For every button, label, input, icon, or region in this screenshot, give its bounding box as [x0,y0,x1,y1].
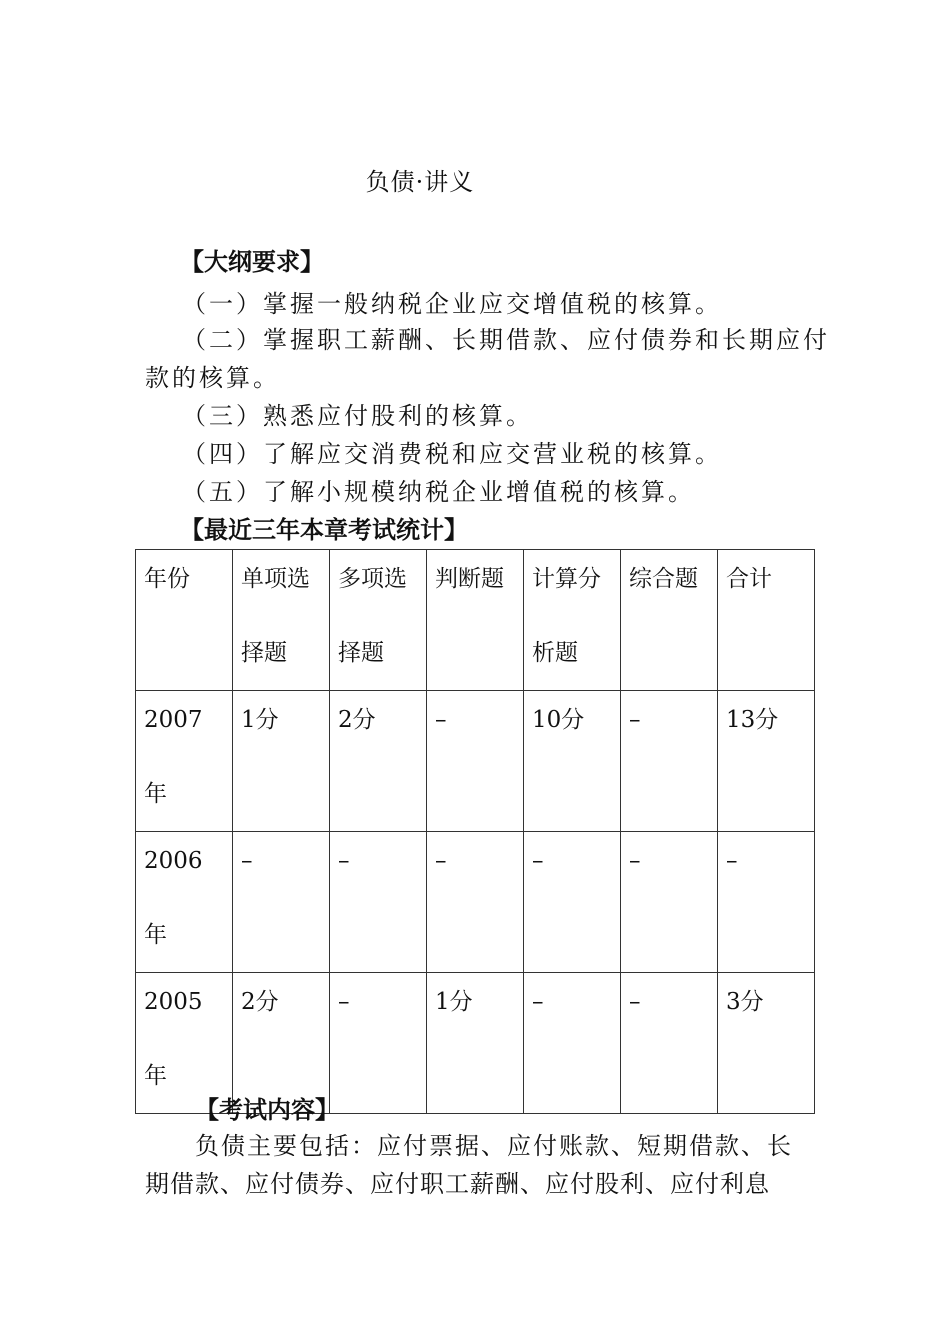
exam-content-line-1: 负债主要包括：应付票据、应付账款、短期借款、长 [195,1132,793,1160]
cell-text: 1分 [241,707,279,733]
header-text: 计算分析题 [532,566,601,666]
header-cell [136,550,233,691]
outline-item-1: （一）掌握一般纳税企业应交增值税的核算。 [182,290,722,318]
table-cell [136,691,233,832]
outline-item-2: （二）掌握职工薪酬、长期借款、应付债券和长期应付 [182,326,830,354]
cell-text: – [435,707,447,733]
header-cell [524,550,621,691]
header-text: 单项选择题 [241,566,310,666]
cell-text: – [629,707,641,733]
header-text: 多项选择题 [338,566,407,666]
exam-content-line-2: 期借款、应付债券、应付职工薪酬、应付股利、应付利息 [145,1170,770,1198]
header-cell [621,550,718,691]
header-cell [233,550,330,691]
cell-text: 3分 [726,989,764,1015]
table-header-row [136,550,815,691]
table-cell [233,832,330,973]
header-text: 判断题 [435,566,504,592]
cell-text: – [241,848,253,874]
table-cell [524,832,621,973]
cell-text: 13分 [726,707,779,733]
table-cell [136,832,233,973]
outline-heading: 【大纲要求】 [180,248,324,276]
table-cell [233,691,330,832]
cell-text: – [338,989,350,1015]
cell-text: – [629,989,641,1015]
header-cell [427,550,524,691]
cell-text: – [629,848,641,874]
header-text: 合计 [726,566,772,592]
table-cell [718,832,815,973]
table-cell [427,832,524,973]
exam-content-heading: 【考试内容】 [195,1096,339,1124]
outline-item-4: （四）了解应交消费税和应交营业税的核算。 [182,440,722,468]
table-row [136,832,815,973]
header-text: 年份 [144,566,190,592]
table-cell [524,973,621,1114]
table-cell [621,973,718,1114]
cell-text: 2006年 [144,848,203,948]
cell-text: 2005年 [144,989,203,1089]
table-cell [427,691,524,832]
table-cell [718,691,815,832]
table-cell [427,973,524,1114]
cell-text: – [532,848,544,874]
table-cell [621,832,718,973]
outline-item-5: （五）了解小规模纳税企业增值税的核算。 [182,478,695,506]
page-title: 负债·讲义 [365,168,475,196]
cell-text: – [435,848,447,874]
table-cell [330,973,427,1114]
cell-text: – [726,848,738,874]
outline-item-2-continued: 款的核算。 [145,364,280,392]
header-cell [718,550,815,691]
cell-text: 2007年 [144,707,203,807]
cell-text: 1分 [435,989,473,1015]
table-cell [718,973,815,1114]
table-cell [524,691,621,832]
cell-text: – [532,989,544,1015]
cell-text: 10分 [532,707,585,733]
exam-stats-heading: 【最近三年本章考试统计】 [180,516,468,544]
outline-item-3: （三）熟悉应付股利的核算。 [182,402,533,430]
exam-stats-table [135,549,815,1114]
header-cell [330,550,427,691]
header-text: 综合题 [629,566,698,592]
table-row [136,691,815,832]
table-cell [621,691,718,832]
cell-text: – [338,848,350,874]
table-cell [330,832,427,973]
cell-text: 2分 [241,989,279,1015]
cell-text: 2分 [338,707,376,733]
table-cell [330,691,427,832]
